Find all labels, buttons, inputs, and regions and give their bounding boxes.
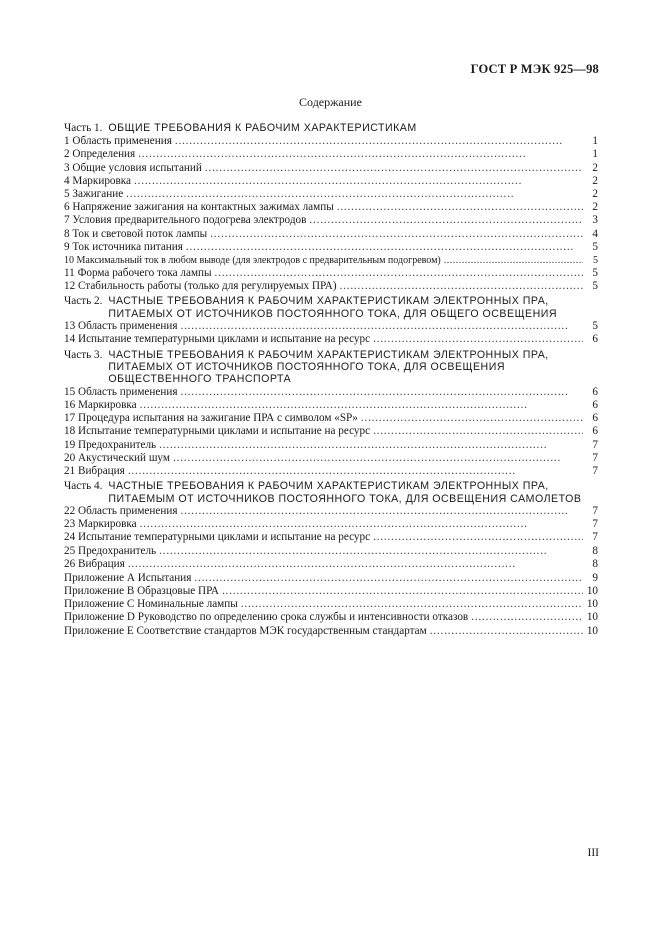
dot-leader [128,465,583,478]
part-title: ОБЩИЕ ТРЕБОВАНИЯ К РАБОЧИМ ХАРАКТЕРИСТИКАМ [108,122,417,134]
dot-leader [471,611,583,624]
toc-entry [64,558,598,571]
toc-part-heading [64,349,598,386]
dot-leader [373,425,583,438]
standard-designation: ГОСТ Р МЭК 925—98 [470,62,599,76]
dot-leader [361,412,583,425]
dot-leader [138,148,583,161]
toc-entry-label: 21 Вибрация [64,464,125,477]
toc-entry-page: 7 [592,438,598,451]
toc-entry [64,228,598,241]
toc-part-heading [64,295,598,320]
toc-entry-label: Приложение А Испытания [64,571,192,584]
toc-entry-page: 10 [586,624,598,637]
toc-entry-page: 7 [592,451,598,464]
toc-entry-label: 9 Ток источника питания [64,240,183,253]
toc-entry [64,188,598,201]
toc-entry [64,162,598,175]
toc-entry-page: 3 [592,214,598,227]
part-title: ЧАСТНЫЕ ТРЕБОВАНИЯ К РАБОЧИМ ХАРАКТЕРИСТИКАМ ЭЛЕКТРОННЫХ ПРА, ПИТАЕМЫХ ОТ ИСТОЧНИКОВ ПОСТОЯННОГО ТОКА, ДЛЯ ОСВЕЩЕНИЯ ОБЩЕСТВЕННОГО ТРАНСПОРТА [108,348,549,386]
dot-leader [309,214,583,227]
toc-entry [64,333,598,346]
toc-entry [64,135,598,148]
toc-entry-page: 6 [592,333,598,346]
toc-entry [64,572,598,585]
toc-entry [64,545,598,558]
toc-entry [64,148,598,161]
toc-entry-label: 18 Испытание температурными циклами и испытание на ресурс [64,425,371,438]
toc-entry-page: 10 [586,585,598,598]
toc-entry-label: 14 Испытание температурными циклами и испытание на ресурс [64,333,371,346]
toc-entry-label: 6 Напряжение зажигания на контактных зажимах лампы [64,201,334,214]
toc-entry-page: 2 [592,201,598,214]
toc-entry-page: 1 [592,135,598,148]
toc-entry-page: 8 [592,557,598,570]
toc-entry-page: 2 [592,161,598,174]
toc-part-heading [64,122,598,135]
toc-entry-label: 23 Маркировка [64,518,137,531]
toc-entry-label: 26 Вибрация [64,557,125,570]
dot-leader [159,545,583,558]
toc-entry-label: 24 Испытание температурными циклами и испытание на ресурс [64,531,371,544]
toc-entry-page: 4 [592,227,598,240]
toc-entry-label: 3 Общие условия испытаний [64,161,202,174]
toc-entry [64,585,598,598]
toc-entry-label: 4 Маркировка [64,174,132,187]
toc-entry [64,505,598,518]
toc-title: Содержание [299,95,362,109]
toc-entry-page: 7 [592,504,598,517]
toc-entry-page: 7 [592,531,598,544]
dot-leader [210,228,583,241]
toc-entry [64,465,598,478]
toc-entry-page: 10 [586,611,598,624]
toc-entry [64,425,598,438]
dot-leader [194,572,583,585]
dot-leader [180,505,583,518]
toc-entry-label: 11 Форма рабочего тока лампы [64,267,212,280]
toc-entry-page: 5 [592,267,598,280]
toc-entry-label: 1 Область применения [64,135,172,148]
dot-leader [337,201,583,214]
toc-entry-label: 16 Маркировка [64,399,137,412]
toc-entry-page: 6 [592,399,598,412]
dot-leader [241,598,583,611]
toc-entry-label: 7 Условия предварительного подогрева электродов [64,214,307,227]
toc-entry-page: 6 [592,425,598,438]
part-title: ЧАСТНЫЕ ТРЕБОВАНИЯ К РАБОЧИМ ХАРАКТЕРИСТИКАМ ЭЛЕКТРОННЫХ ПРА, ПИТАЕМЫМ ОТ ИСТОЧНИКОВ ПОСТОЯННОГО ТОКА, ДЛЯ ОСВЕЩЕНИЯ САМОЛЕТОВ [108,480,582,505]
toc-entry-label: 5 Зажигание [64,187,124,200]
toc-entry-label: 10 Максимальный ток в любом выводе (для электродов с предварительным подогревом) [64,254,441,266]
toc-part-heading [64,480,598,505]
part-number: Часть 3. [64,348,103,361]
toc-entry-page: 8 [592,544,598,557]
toc-entry-page: 9 [592,571,598,584]
toc-entry [64,320,598,333]
dot-leader [159,439,583,452]
toc-entry-page: 7 [592,518,598,531]
toc-entry-page: 5 [593,254,598,266]
dot-leader [205,162,583,175]
table-of-contents [64,122,598,638]
dot-leader [180,386,583,399]
toc-entry-label: Приложение С Номинальные лампы [64,598,238,611]
toc-entry [64,386,598,399]
dot-leader [373,531,583,544]
dot-leader [373,333,583,346]
toc-entry-label: 2 Определения [64,148,136,161]
toc-entry [64,254,598,267]
toc-entry-page: 6 [592,385,598,398]
toc-entry-label: Приложение Е Соответствие стандартов МЭК государственным стандартам [64,624,427,637]
toc-entry-page: 2 [592,187,598,200]
dot-leader [215,267,583,280]
dot-leader [430,625,583,638]
part-number: Часть 1. [64,122,103,134]
toc-entry-page: 7 [592,464,598,477]
dot-leader [134,175,583,188]
part-title: ЧАСТНЫЕ ТРЕБОВАНИЯ К РАБОЧИМ ХАРАКТЕРИСТИКАМ ЭЛЕКТРОННЫХ ПРА, ПИТАЕМЫХ ОТ ИСТОЧНИКОВ ПОСТОЯННОГО ТОКА, ДЛЯ ОБЩЕГО ОСВЕЩЕНИЯ [108,295,557,320]
part-number: Часть 4. [64,480,103,493]
toc-entry-label: Приложение D Руководство по определению срока службы и интенсивности отказов [64,611,469,624]
toc-entry [64,439,598,452]
dot-leader [340,280,583,293]
dot-leader [126,188,583,201]
toc-entry [64,399,598,412]
toc-entry-label: 17 Процедура испытания на зажигание ПРА с символом «SP» [64,412,358,425]
toc-entry-label: 13 Область применения [64,320,178,333]
toc-entry [64,175,598,188]
toc-entry [64,280,598,293]
dot-leader [140,518,583,531]
toc-entry [64,201,598,214]
part-number: Часть 2. [64,295,103,308]
toc-entry-label: 15 Область применения [64,385,178,398]
toc-entry-label: 25 Предохранитель [64,544,157,557]
toc-entry [64,214,598,227]
toc-entry-page: 1 [592,148,598,161]
toc-entry [64,598,598,611]
toc-entry-label: 22 Область применения [64,504,178,517]
dot-leader [140,399,583,412]
toc-entry [64,267,598,280]
toc-entry-page: 5 [592,240,598,253]
toc-entry-label: Приложение В Образцовые ПРА [64,585,219,598]
dot-leader [186,241,583,254]
toc-entry-page: 5 [592,320,598,333]
toc-entry [64,241,598,254]
toc-entry-page: 2 [592,174,598,187]
dot-leader [222,585,583,598]
appendices-list [64,572,598,638]
toc-entry [64,412,598,425]
toc-entry-page: 10 [586,598,598,611]
toc-entry [64,531,598,544]
dot-leader [180,320,583,333]
toc-entry-page: 5 [592,280,598,293]
dot-leader [173,452,583,465]
toc-entry-label: 19 Предохранитель [64,438,157,451]
toc-entry [64,625,598,638]
dot-leader [444,254,583,267]
toc-entry [64,518,598,531]
toc-entry-label: 8 Ток и световой поток лампы [64,227,208,240]
toc-entry-label: 20 Акустический шум [64,451,170,464]
toc-entry [64,452,598,465]
dot-leader [128,558,583,571]
toc-entry-page: 6 [592,412,598,425]
dot-leader [175,135,583,148]
toc-entry-label: 12 Стабильность работы (только для регулируемых ПРА) [64,280,337,293]
page-number: III [587,847,599,859]
toc-entry [64,611,598,624]
